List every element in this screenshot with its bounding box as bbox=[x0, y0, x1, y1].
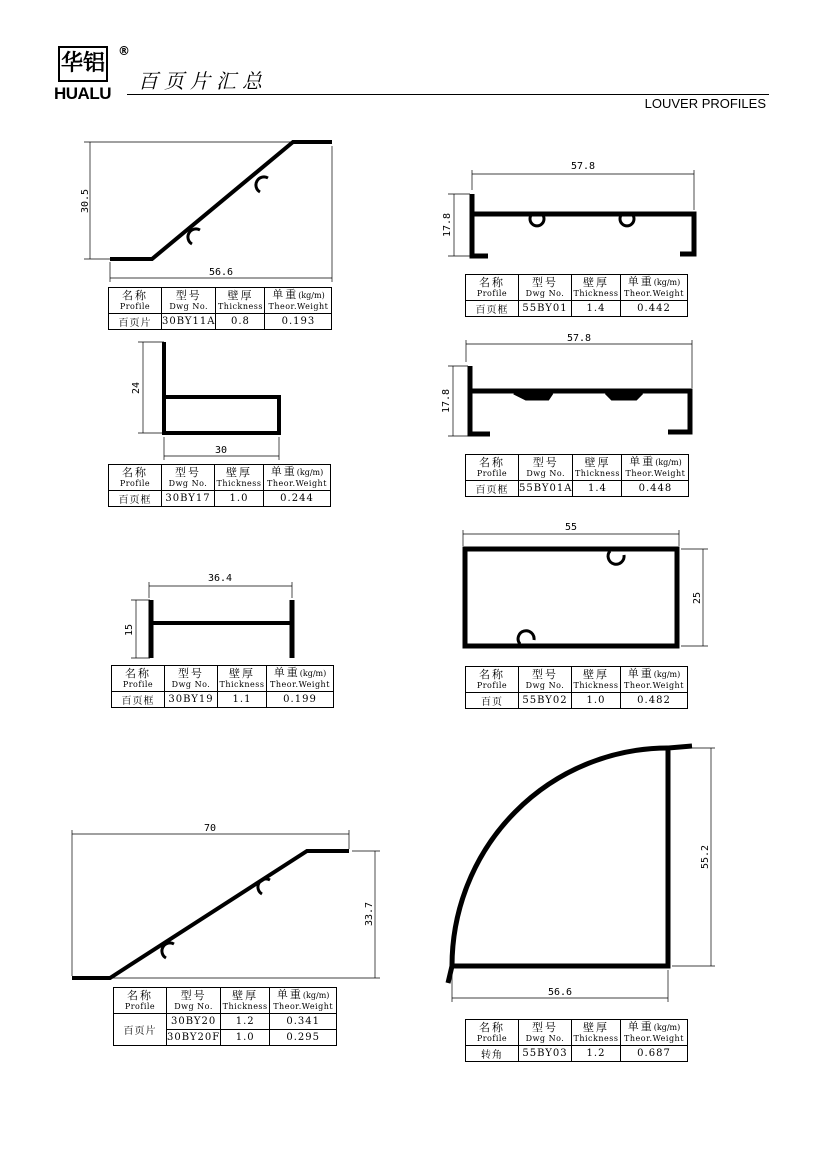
header-text: Thickness bbox=[219, 679, 265, 689]
dim-30BY11A-w: 56.6 bbox=[208, 267, 234, 278]
header-text: 名称 bbox=[479, 667, 505, 681]
thickness: 0.8 bbox=[216, 314, 265, 330]
dwg-no: 55BY01A bbox=[519, 481, 573, 497]
page-title-cn: 百页片汇总 bbox=[138, 69, 268, 93]
header-text: Profile bbox=[119, 301, 151, 311]
header-text: Profile bbox=[476, 288, 508, 298]
header-text: 名称 bbox=[479, 275, 505, 289]
weight: 0.244 bbox=[264, 491, 331, 507]
header-text: 单重(kg/m) bbox=[627, 1020, 681, 1033]
table-cell bbox=[572, 667, 621, 693]
spec-table-55BY03 bbox=[465, 1019, 688, 1062]
dim-55BY03-h: 55.2 bbox=[700, 844, 711, 870]
header-text: 名称 bbox=[479, 455, 505, 469]
dwg-no: 30BY11A bbox=[162, 314, 216, 330]
table-cell bbox=[572, 1020, 621, 1046]
spec-table-30BY11A bbox=[108, 287, 332, 330]
page-title-en: LOUVER PROFILES bbox=[644, 96, 766, 111]
dwg-no: 55BY01 bbox=[519, 301, 572, 317]
header-text: 单重 bbox=[272, 288, 299, 301]
header-text: Dwg No. bbox=[171, 679, 211, 689]
dwg-no: 30BY20 bbox=[167, 1014, 221, 1030]
header-text: 壁厚 bbox=[584, 455, 611, 469]
table-cell bbox=[621, 1020, 688, 1046]
thickness-2: 1.0 bbox=[221, 1030, 270, 1046]
spec-table-30BY19 bbox=[111, 665, 334, 708]
dim-30BY11A-h: 30.5 bbox=[80, 188, 91, 214]
header-text: 型号 bbox=[532, 455, 559, 469]
table-cell bbox=[167, 988, 221, 1014]
table-cell bbox=[621, 275, 688, 301]
header-text: 型号 bbox=[532, 667, 558, 681]
table-cell bbox=[519, 275, 572, 301]
header-text: Profile bbox=[124, 1001, 156, 1011]
header-text: 单重(kg/m) bbox=[276, 988, 330, 1001]
profile-name: 百页 bbox=[466, 693, 519, 709]
header-text: 型号 bbox=[178, 666, 204, 680]
dim-30BY20-w: 70 bbox=[203, 823, 217, 834]
header-text: 单重(kg/m) bbox=[627, 667, 681, 680]
header-text: Profile bbox=[122, 679, 154, 689]
thickness: 1.0 bbox=[215, 491, 264, 507]
table-cell bbox=[114, 988, 167, 1014]
table-cell bbox=[622, 455, 689, 481]
drawing-30BY20 bbox=[72, 830, 380, 978]
table-cell bbox=[216, 288, 265, 314]
table-cell bbox=[621, 667, 688, 693]
weight: 0.193 bbox=[265, 314, 332, 330]
header-text: 单重 bbox=[276, 988, 303, 1001]
header-text: Thickness bbox=[222, 1001, 268, 1011]
header-text: Dwg No. bbox=[525, 680, 565, 690]
header-text: 壁厚 bbox=[229, 666, 255, 680]
table-cell bbox=[221, 988, 270, 1014]
table-cell bbox=[112, 666, 165, 692]
spec-table-30BY17 bbox=[108, 464, 331, 507]
drawing-30BY11A bbox=[84, 142, 332, 282]
spec-table-55BY01 bbox=[465, 274, 688, 317]
header-text: 单重(kg/m) bbox=[273, 666, 327, 679]
dim-55BY02-h: 25 bbox=[692, 591, 703, 605]
drawing-55BY03 bbox=[448, 746, 715, 1002]
spec-table-30BY20 bbox=[113, 987, 337, 1046]
spec-table-55BY01A bbox=[465, 454, 689, 497]
dwg-no: 30BY19 bbox=[165, 692, 218, 708]
header-text: 壁厚 bbox=[227, 288, 254, 302]
registered-mark: ® bbox=[118, 44, 130, 58]
table-cell bbox=[215, 465, 264, 491]
table-cell bbox=[466, 455, 519, 481]
header-text: Profile bbox=[119, 478, 151, 488]
drawing-30BY19 bbox=[131, 582, 292, 658]
table-cell bbox=[572, 275, 621, 301]
table-cell bbox=[267, 666, 334, 692]
header-text: 型号 bbox=[175, 465, 201, 479]
table-cell bbox=[573, 455, 622, 481]
thickness: 1.0 bbox=[572, 693, 621, 709]
header-text: 壁厚 bbox=[583, 275, 609, 289]
header-text: 单重(kg/m) bbox=[270, 465, 324, 478]
drawing-55BY02 bbox=[463, 530, 708, 646]
dwg-no: 55BY03 bbox=[519, 1046, 572, 1062]
logo-wordmark: HUALU bbox=[54, 84, 111, 103]
header-text: 单重 bbox=[627, 667, 654, 680]
weight: 0.199 bbox=[267, 692, 334, 708]
profile-name: 百页框 bbox=[112, 692, 165, 708]
weight: 0.687 bbox=[621, 1046, 688, 1062]
table-cell bbox=[218, 666, 267, 692]
weight-2: 0.295 bbox=[270, 1030, 337, 1046]
header-text: Thickness bbox=[573, 288, 619, 298]
dwg-no: 55BY02 bbox=[519, 693, 572, 709]
weight: 0.442 bbox=[621, 301, 688, 317]
profile-name: 转角 bbox=[466, 1046, 519, 1062]
profile-name: 百页片 bbox=[114, 1014, 167, 1046]
dim-55BY01A-h: 17.8 bbox=[441, 388, 452, 414]
header-text: 壁厚 bbox=[232, 988, 259, 1002]
header-text: 型号 bbox=[180, 988, 207, 1002]
header-text: 名称 bbox=[122, 465, 148, 479]
header-text: 壁厚 bbox=[583, 667, 609, 681]
header-text: 名称 bbox=[122, 288, 148, 302]
header-text: Thickness bbox=[573, 1033, 619, 1043]
header-text: Profile bbox=[476, 468, 508, 478]
header-text: Thickness bbox=[216, 478, 262, 488]
profile-name: 百页片 bbox=[109, 314, 162, 330]
thickness: 1.1 bbox=[218, 692, 267, 708]
dwg-no-2: 30BY20F bbox=[167, 1030, 221, 1046]
header-text: 名称 bbox=[127, 988, 153, 1002]
header-text: 壁厚 bbox=[583, 1020, 609, 1034]
table-cell bbox=[466, 667, 519, 693]
header-text: Dwg No. bbox=[526, 468, 566, 478]
drawing-55BY01 bbox=[448, 170, 694, 256]
dim-55BY03-w: 56.6 bbox=[547, 987, 573, 998]
weight: 0.482 bbox=[621, 693, 688, 709]
header-text: Theor.Weight bbox=[268, 302, 329, 311]
drawing-30BY17 bbox=[138, 342, 279, 460]
dim-55BY01A-w: 57.8 bbox=[566, 333, 592, 344]
header-text: 型号 bbox=[175, 288, 202, 302]
table-cell bbox=[162, 465, 215, 491]
header-text: Dwg No. bbox=[174, 1001, 213, 1011]
table-cell bbox=[109, 465, 162, 491]
header-text: Thickness bbox=[217, 301, 263, 311]
header-text: 单重 bbox=[629, 455, 656, 468]
header-text: Theor.Weight bbox=[624, 289, 684, 298]
header-text: Dwg No. bbox=[525, 1033, 565, 1043]
dim-55BY01-h: 17.8 bbox=[442, 212, 453, 238]
table-cell bbox=[109, 288, 162, 314]
profile-name: 百页框 bbox=[466, 301, 519, 317]
thickness: 1.2 bbox=[221, 1014, 270, 1030]
header-text: 壁厚 bbox=[226, 465, 252, 479]
dim-30BY17-w: 30 bbox=[214, 445, 228, 456]
dim-30BY20-h: 33.7 bbox=[364, 901, 375, 927]
thickness: 1.2 bbox=[572, 1046, 621, 1062]
header-text: Theor.Weight bbox=[624, 681, 684, 690]
profile-name: 百页框 bbox=[466, 481, 519, 497]
weight: 0.341 bbox=[270, 1014, 337, 1030]
profile-name: 百页框 bbox=[109, 491, 162, 507]
header-text: Theor.Weight bbox=[273, 1002, 334, 1011]
table-cell bbox=[519, 1020, 572, 1046]
header-text: Dwg No. bbox=[525, 288, 565, 298]
dim-30BY17-h: 24 bbox=[131, 381, 142, 395]
header-text: Dwg No. bbox=[169, 301, 209, 311]
table-cell bbox=[265, 288, 332, 314]
header-text: Theor.Weight bbox=[270, 680, 330, 689]
dim-55BY01-w: 57.8 bbox=[570, 161, 596, 172]
header-text: 单重 bbox=[627, 275, 654, 288]
table-cell bbox=[519, 667, 572, 693]
header-text: Theor.Weight bbox=[267, 479, 327, 488]
header-text: 名称 bbox=[479, 1020, 505, 1034]
dim-30BY19-h: 15 bbox=[124, 623, 135, 637]
table-cell bbox=[165, 666, 218, 692]
thickness: 1.4 bbox=[573, 481, 622, 497]
table-cell bbox=[162, 288, 216, 314]
header-text: Theor.Weight bbox=[625, 469, 686, 478]
header-text: 型号 bbox=[532, 275, 558, 289]
logo-mark: 华铝 bbox=[58, 46, 108, 82]
thickness: 1.4 bbox=[572, 301, 621, 317]
spec-table-55BY02 bbox=[465, 666, 688, 709]
table-cell bbox=[270, 988, 337, 1014]
header-text: 单重 bbox=[270, 465, 297, 478]
header-text: 单重(kg/m) bbox=[272, 288, 325, 301]
table-cell bbox=[519, 455, 573, 481]
header-text: 单重 bbox=[273, 666, 300, 679]
drawing-55BY01A bbox=[448, 340, 692, 436]
header-text: 单重 bbox=[627, 1020, 654, 1033]
header-text: Dwg No. bbox=[168, 478, 208, 488]
table-cell bbox=[466, 1020, 519, 1046]
table-cell bbox=[466, 275, 519, 301]
header-text: Thickness bbox=[573, 680, 619, 690]
header-text: Theor.Weight bbox=[624, 1034, 684, 1043]
header-text: 型号 bbox=[532, 1020, 558, 1034]
header-text: 名称 bbox=[125, 666, 151, 680]
table-cell bbox=[264, 465, 331, 491]
dwg-no: 30BY17 bbox=[162, 491, 215, 507]
header-text: Thickness bbox=[574, 468, 620, 478]
dim-30BY19-w: 36.4 bbox=[207, 573, 233, 584]
dim-55BY02-w: 55 bbox=[564, 522, 578, 533]
header-text: Profile bbox=[476, 680, 508, 690]
header-text: 单重(kg/m) bbox=[627, 275, 681, 288]
header-text: 单重(kg/m) bbox=[629, 455, 682, 468]
header-text: Profile bbox=[476, 1033, 508, 1043]
weight: 0.448 bbox=[622, 481, 689, 497]
